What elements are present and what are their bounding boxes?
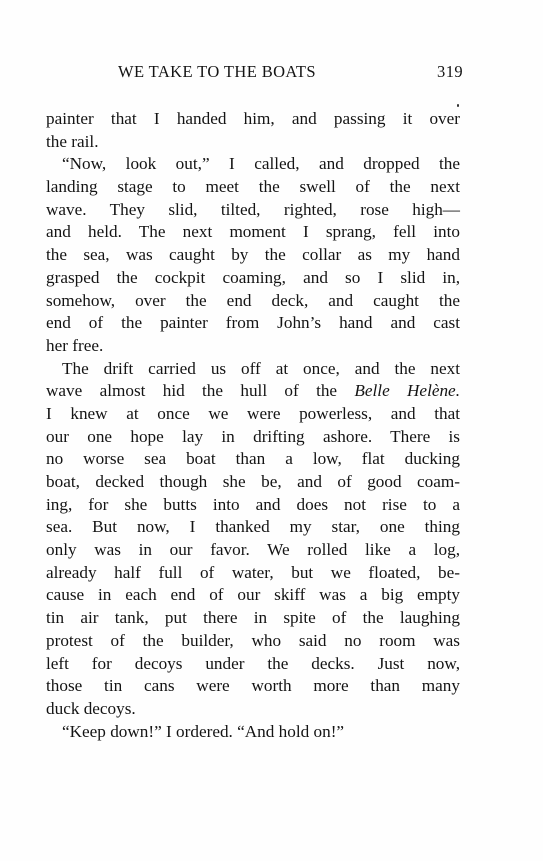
text-line: left for decoys under the decks. Just now, xyxy=(46,653,460,673)
paragraph-4 xyxy=(46,721,460,744)
paragraph-2 xyxy=(46,153,460,357)
page-number: 319 xyxy=(437,62,463,81)
paragraph-3 xyxy=(46,358,460,721)
text-line: those tin cans were worth more than many xyxy=(46,676,460,696)
print-speck xyxy=(457,104,459,107)
text-line: our one hope lay in drifting ashore. There is xyxy=(46,426,460,446)
text-line: landing stage to meet the swell of the next xyxy=(46,177,460,197)
text-line: already half full of water, but we floated, be- xyxy=(46,562,460,582)
boat-name: Belle Helène. xyxy=(354,381,460,401)
text-line: ing, for she butts into and does not rise to a xyxy=(46,494,460,514)
text-line: sea. But now, I thanked my star, one thing xyxy=(46,517,460,537)
text-line: The drift carried us off at once, and the next xyxy=(62,358,460,378)
text-line: duck decoys. xyxy=(46,698,136,718)
running-head xyxy=(118,62,463,84)
chapter-title: WE TAKE TO THE BOATS xyxy=(118,62,316,81)
body-text xyxy=(46,108,460,743)
paragraph-1 xyxy=(46,108,460,153)
text-line: “Now, look out,” I called, and dropped the xyxy=(62,154,460,174)
text-line: only was in our favor. We rolled like a log, xyxy=(46,540,460,560)
text-line: and held. The next moment I sprang, fell into xyxy=(46,222,460,242)
text-line: tin air tank, put there in spite of the laughing xyxy=(46,608,460,628)
text-line: cause in each end of our skiff was a big empty xyxy=(46,585,460,605)
text-line: I knew at once we were powerless, and that xyxy=(46,403,460,423)
text-line: the rail. xyxy=(46,131,99,151)
text-line: painter that I handed him, and passing it over xyxy=(46,109,460,128)
text-line: wave almost hid the hull of the Belle Helène. xyxy=(46,381,460,401)
text-line: grasped the cockpit coaming, and so I slid in, xyxy=(46,267,460,287)
text-line: somehow, over the end deck, and caught the xyxy=(46,290,460,310)
text-line: her free. xyxy=(46,335,104,355)
text-line: boat, decked though she be, and of good coam- xyxy=(46,472,460,491)
text-line: “Keep down!” I ordered. “And hold on!” xyxy=(62,721,345,741)
text-line: end of the painter from John’s hand and cast xyxy=(46,313,460,333)
text-line: wave. They slid, tilted, righted, rose high— xyxy=(46,199,460,219)
text-line: the sea, was caught by the collar as my hand xyxy=(46,245,460,265)
text-line: no worse sea boat than a low, flat ducking xyxy=(46,449,460,469)
text-line: protest of the builder, who said no room was xyxy=(46,630,460,650)
